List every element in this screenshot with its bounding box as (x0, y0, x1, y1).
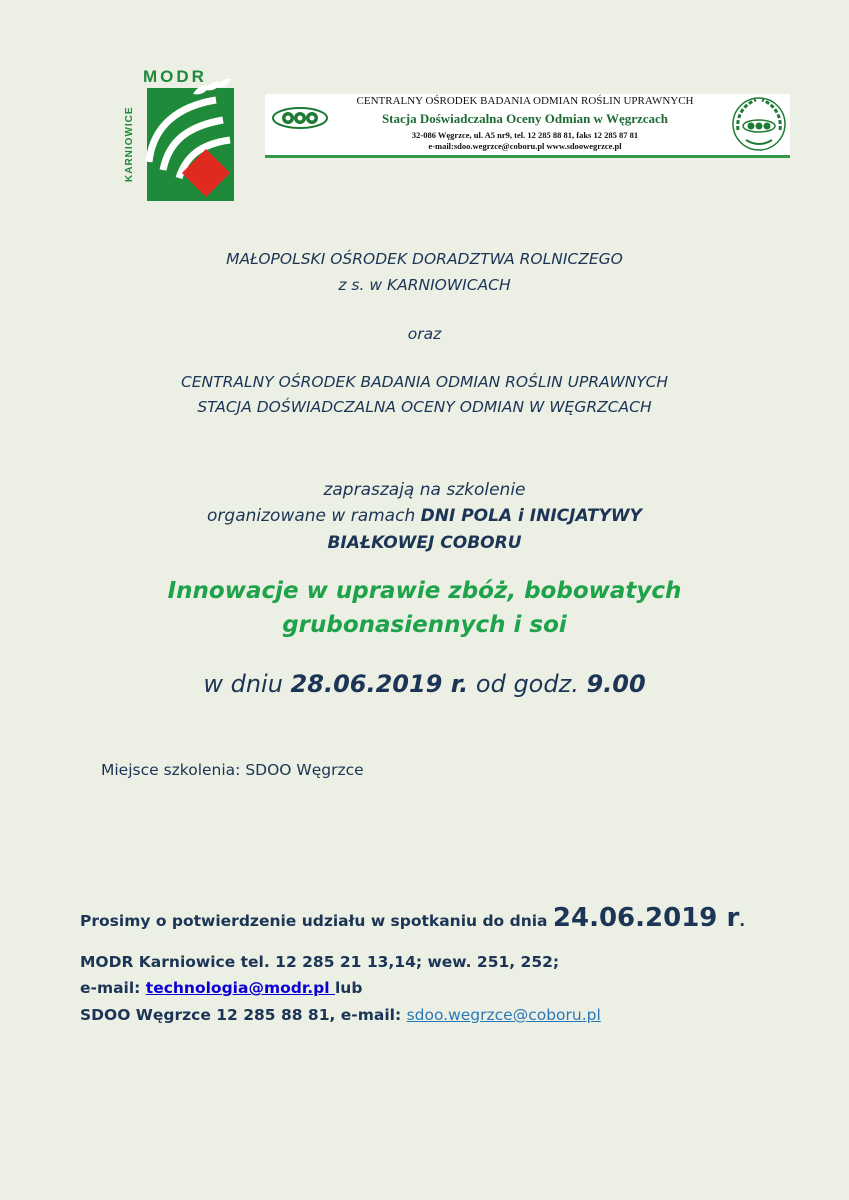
training-place: Miejsce szkolenia: SDOO Węgrzce (101, 761, 364, 779)
sdoo-contact-line (80, 1006, 601, 1024)
conjunction-text: oraz (407, 325, 442, 343)
email-label: e-mail: (80, 979, 146, 997)
coboru-banner (265, 94, 790, 158)
training-date: 28.06.2019 r. (290, 670, 469, 698)
invitation-line-2-text: organizowane w ramach (207, 506, 421, 526)
sdoo-contact-text: SDOO Węgrzce 12 285 88 81, e-mail: (80, 1006, 407, 1024)
email-line (80, 979, 362, 997)
modr-logo-icon (131, 70, 234, 201)
date-prefix: w dniu (203, 670, 291, 698)
confirmation-deadline: 24.06.2019 r (552, 903, 740, 933)
coboru-emblem-icon (730, 96, 788, 152)
coboru-banner-title: CENTRALNY OŚRODEK BADANIA ODMIAN ROŚLIN UPRAWNYCH (356, 95, 694, 107)
coboru-banner-contact: e-mail:sdoo.wegrzce@coboru.pl www.sdoowegrzce.pl (428, 141, 622, 151)
invitation-line-3: BIAŁKOWEJ COBORU (327, 533, 522, 553)
training-date-line (0, 670, 849, 698)
organizer-1-location: z s. w KARNIOWICACH (338, 276, 511, 294)
modr-logo-vertical-text: KARNIOWICE (124, 106, 135, 182)
modr-logo-title: MODR (143, 67, 207, 86)
coboru-banner-station: Stacja Doświadczalna Oceny Odmian w Węgrzcach (381, 111, 669, 126)
coboru-logo-icon (271, 104, 329, 132)
modr-email-link[interactable]: technologia@modr.pl (145, 979, 335, 997)
organizer-2-name: CENTRALNY OŚRODEK BADANIA ODMIAN ROŚLIN UPRAWNYCH (180, 373, 669, 391)
email-or-text: lub (334, 979, 363, 997)
organizer-1-name: MAŁOPOLSKI OŚRODEK DORADZTWA ROLNICZEGO (226, 250, 623, 268)
invitation-event-name: DNI POLA i INICJATYWY (420, 506, 642, 526)
confirmation-end: . (739, 912, 746, 930)
training-title-line-1: Innowacje w uprawie zbóż, bobowatych (167, 578, 682, 604)
invitation-line-1: zapraszają na szkolenie (323, 480, 526, 500)
confirmation-text: Prosimy o potwierdzenie udziału w spotkaniu do dnia (80, 912, 553, 930)
training-title-line-2: grubonasiennych i soi (282, 612, 567, 638)
training-time: 9.00 (586, 670, 646, 698)
organizer-2-station: STACJA DOŚWIADCZALNA OCENY ODMIAN W WĘGRZCACH (197, 398, 652, 416)
date-middle: od godz. (468, 670, 587, 698)
sdoo-email-link[interactable]: sdoo.wegrzce@coboru.pl (406, 1006, 601, 1024)
coboru-banner-address: 32-086 Węgrzce, ul. A5 nr9, tel. 12 285 88 81, faks 12 285 87 81 (411, 130, 639, 140)
invitation-line-2 (0, 506, 849, 526)
confirmation-line (80, 903, 745, 933)
modr-phone-line: MODR Karniowice tel. 12 285 21 13,14; wew. 251, 252; (80, 953, 560, 971)
